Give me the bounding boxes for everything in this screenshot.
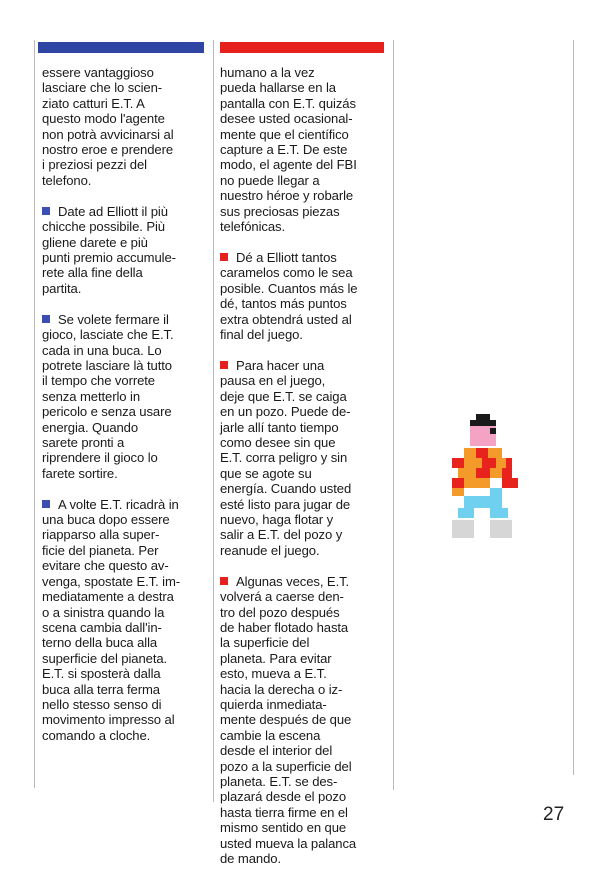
spanish-paragraph-4 bbox=[220, 574, 388, 867]
column-rule-far-right bbox=[573, 40, 574, 775]
italian-paragraph-3 bbox=[42, 312, 208, 481]
italian-paragraph-2-text: Date ad Elliott il più chicche possibile. Più gliene darete e più punti premio accumule- rete alla fine della partita. bbox=[42, 203, 176, 296]
italian-paragraph-4 bbox=[42, 497, 208, 744]
italian-section-bar bbox=[38, 42, 204, 53]
blue-square-bullet-icon bbox=[42, 207, 50, 215]
spanish-text-column bbox=[220, 65, 388, 882]
spanish-paragraph-1-text: humano a la vez pueda hallarse en la pantalla con E.T. quizás desee usted ocasional- mente que el científico capture a E.T. De este modo, el agente del FBI no puede llegar a nuestro héroe y robarle sus preciosas piezas telefónicas. bbox=[220, 65, 357, 235]
red-square-bullet-icon bbox=[220, 361, 228, 369]
pixel-character-sprite-icon bbox=[452, 414, 518, 540]
red-square-bullet-icon bbox=[220, 253, 228, 261]
italian-paragraph-3-text: Se volete fermare il gioco, lasciate che E.T. cada in una buca. Lo potrete lasciare là tutto il tempo che vorrete senza metterlo in pericolo e senza usare energia. Quando sarete pronti a riprendere il gioco lo farete sortire. bbox=[42, 311, 174, 481]
spanish-paragraph-3 bbox=[220, 358, 388, 558]
italian-paragraph-2 bbox=[42, 204, 208, 296]
spanish-paragraph-1 bbox=[220, 65, 388, 234]
spanish-paragraph-2-text: Dé a Elliott tantos caramelos como le sea posible. Cuantos más le dé, tantos más puntos extra obtendrá usted al final del juego. bbox=[220, 249, 358, 342]
spanish-section-bar bbox=[220, 42, 384, 53]
page-number: 27 bbox=[543, 804, 565, 825]
italian-paragraph-4-text: A volte E.T. ricadrà in una buca dopo essere riapparso alla super- ficie del pianeta. Per evitare che questo av- venga, spostate E.T. im- mediatamente a destra o a sinistra quando la scena cambia dall'in- terno della buca alla superficie del pianeta. E.T. si sposterà dalla buca alla terra ferma nello stesso senso di movimento impresso al comando a cloche. bbox=[42, 496, 181, 743]
spanish-paragraph-4-text: Algunas veces, E.T. volverá a caerse den- tro del pozo después de haber flotado hasta la superficie del planeta. Para evitar esto, mueva a E.T. hacia la derecha o iz- quierda inmediata- mente después de que cambie la escena desde el interior del pozo a la superficie del planeta. E.T. se des- plazará desde el pozo hasta tierra firme en el mismo sentido en que usted mueva la palanca de mando. bbox=[220, 573, 357, 866]
spanish-paragraph-2 bbox=[220, 250, 388, 342]
column-rule-left bbox=[34, 40, 35, 788]
italian-paragraph-1-text: essere vantaggioso lasciare che lo scien- ziato catturi E.T. A questo modo l'agente non potrà avvicinarsi al nostro eroe e prendere i preziosi pezzi del telefono. bbox=[42, 65, 174, 188]
column-rule-right bbox=[393, 40, 394, 790]
italian-paragraph-1 bbox=[42, 65, 208, 188]
blue-square-bullet-icon bbox=[42, 315, 50, 323]
spanish-paragraph-3-text: Para hacer una pausa en el juego, deje que E.T. se caiga en un pozo. Puede de- jarle allí tanto tiempo como desee sin que E.T. corra peligro y sin que se agote su energía. Cuando usted esté listo para jugar de nuevo, haga flotar y salir a E.T. del pozo y reanude el juego. bbox=[220, 357, 352, 558]
column-rule-middle bbox=[213, 40, 214, 802]
italian-text-column bbox=[42, 65, 208, 759]
red-square-bullet-icon bbox=[220, 577, 228, 585]
blue-square-bullet-icon bbox=[42, 500, 50, 508]
